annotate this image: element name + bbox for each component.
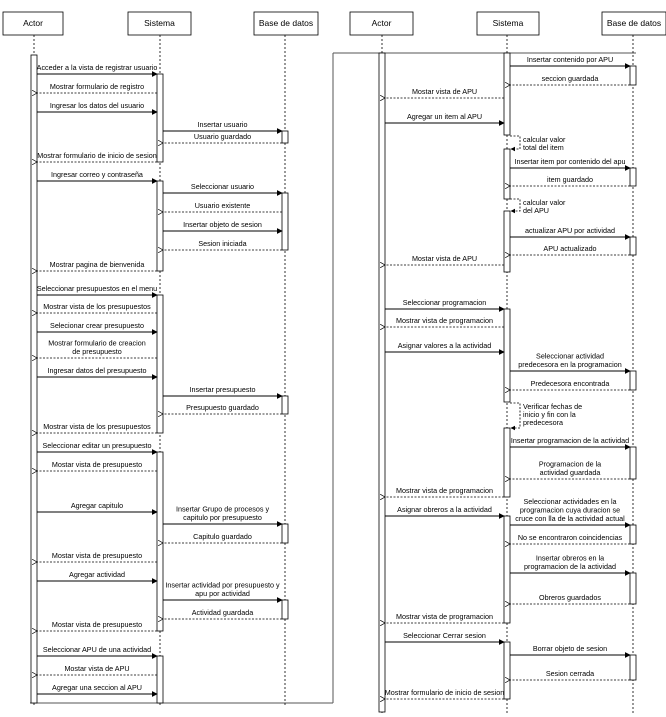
activation-bar-sistema xyxy=(157,74,163,162)
label-line: Mostar vista de presupuesto xyxy=(51,551,143,560)
label-line: Borrar objeto de sesion xyxy=(532,644,608,653)
self-message-arrow xyxy=(510,403,520,428)
label-line: actividad guardada xyxy=(539,468,601,477)
return-message-label xyxy=(52,460,142,469)
return-message-label xyxy=(52,551,142,560)
activation-bar-base-de-datos xyxy=(630,525,636,544)
label-line: Usuario existente xyxy=(194,201,251,210)
label-line: cruce con lla de la actividad actual xyxy=(515,514,625,523)
label-line: Mostar vista de APU xyxy=(64,664,130,673)
label-line: Mostrar formulario de creacion xyxy=(48,338,146,348)
label-line: Seleccionar programacion xyxy=(402,298,487,307)
return-message-label xyxy=(543,244,596,253)
label-line: Insertar item por contenido del apu xyxy=(514,157,626,166)
label-line: Sesion iniciada xyxy=(198,239,247,248)
participant-label-sistema: Sistema xyxy=(492,18,524,28)
label-line: Insertar programacion de la actividad xyxy=(510,436,630,445)
activation-bar-sistema xyxy=(504,149,510,199)
message-label xyxy=(37,63,158,72)
label-line: Ingresar correo y contraseña xyxy=(51,170,143,179)
activation-bar-sistema xyxy=(504,642,510,699)
label-line: de presupuesto xyxy=(72,347,122,356)
label-line: Mostrar formulario de inicio de sesion xyxy=(37,151,157,160)
diagram-1 xyxy=(3,12,318,705)
message-label xyxy=(165,581,280,599)
activation-bar-sistema xyxy=(157,452,163,631)
activation-bar-sistema xyxy=(157,295,163,433)
label-line: Mostrar vista de programacion xyxy=(395,612,494,621)
message-label xyxy=(37,284,157,293)
return-message-label xyxy=(385,688,504,697)
label-line: Seleccionar actividad xyxy=(536,351,604,361)
label-line: Presupuesto guardado xyxy=(186,403,259,412)
activation-bar-sistema xyxy=(504,53,510,135)
label-line: Mostrar formulario de inicio de sesion xyxy=(384,688,505,697)
label-line: predecesora xyxy=(523,418,563,427)
label-line: calcular valor xyxy=(523,135,566,144)
message-label xyxy=(518,352,621,370)
message-label xyxy=(397,505,492,514)
participant-label-actor: Actor xyxy=(371,18,392,28)
return-message-label xyxy=(518,533,623,542)
label-line: calcular valor xyxy=(523,198,566,207)
activation-bar-actor xyxy=(31,55,37,703)
label-line: Seleccionar presupuestos en el menu xyxy=(36,284,158,293)
label-line: Seleccionar Cerrar sesion xyxy=(403,631,486,640)
activation-bar-base-de-datos xyxy=(282,600,288,619)
label-line: item guardado xyxy=(547,175,593,184)
message-label xyxy=(527,55,613,64)
return-message-label xyxy=(531,379,610,388)
return-message-label xyxy=(396,612,493,621)
label-line: inicio y fin con la xyxy=(523,410,576,419)
label-line: Mostar vista de APU xyxy=(411,254,478,263)
message-label xyxy=(183,220,262,229)
label-line: Insertar actividad por presupuesto y xyxy=(165,580,280,590)
label-line: Asignar valores a la actividad xyxy=(397,341,492,350)
label-line: Mostrar vista de los presupuestos xyxy=(43,422,151,431)
activation-bar-base-de-datos xyxy=(630,168,636,186)
label-line: Mostrar vista de programacion xyxy=(395,486,494,495)
return-message-label xyxy=(50,260,145,269)
label-line: Obreros guardados xyxy=(539,593,601,602)
return-message-label xyxy=(43,302,151,311)
label-line: programacion cuya duracion se xyxy=(519,505,621,515)
label-line: Insertar obreros en la xyxy=(535,553,605,563)
return-message-label xyxy=(412,254,477,263)
message-label xyxy=(190,385,256,394)
label-line: Agregar un item al APU xyxy=(406,112,483,121)
label-line: Mostrar vista de programacion xyxy=(395,316,494,325)
label-line: Sesion cerrada xyxy=(545,669,595,678)
activation-bar-sistema xyxy=(504,309,510,402)
return-message-label xyxy=(43,422,151,431)
label-line: Mostrar pagina de bienvenida xyxy=(49,260,145,269)
return-message-label xyxy=(52,620,142,629)
label-line: Agregar actividad xyxy=(69,570,125,579)
message-label xyxy=(50,321,144,330)
message-label xyxy=(51,170,143,179)
message-label xyxy=(407,112,482,121)
participant-label-actor: Actor xyxy=(23,18,43,28)
activation-bar-base-de-datos xyxy=(282,193,288,250)
return-message-label xyxy=(539,593,601,602)
label-line: Ingresar datos del presupuesto xyxy=(47,366,147,375)
label-line: Verificar fechas de xyxy=(523,402,583,411)
return-message-label xyxy=(186,403,259,412)
label-line: Asignar obreros a la actividad xyxy=(397,505,492,514)
return-message-label xyxy=(193,532,252,541)
participant-label-base-de-datos: Base de datos xyxy=(606,18,662,28)
label-line: Agregar una seccion al APU xyxy=(52,683,142,692)
label-line: total del item xyxy=(523,143,564,152)
activation-bar-sistema xyxy=(157,181,163,271)
self-message-label xyxy=(523,198,566,215)
activation-bar-base-de-datos xyxy=(630,371,636,390)
label-line: apu por actividad xyxy=(195,589,250,598)
label-line: Insertar contenido por APU xyxy=(526,55,614,64)
activation-bar-sistema xyxy=(157,656,163,703)
label-line: Selecionar crear presupuesto xyxy=(50,321,144,330)
label-line: Agregar capitulo xyxy=(70,501,124,510)
message-label xyxy=(403,298,487,307)
message-label xyxy=(52,683,142,692)
return-message-label xyxy=(194,132,251,141)
message-label xyxy=(525,226,615,235)
label-line: Predecesora encontrada xyxy=(530,379,610,388)
label-line: predecesora en la programacion xyxy=(518,360,622,369)
label-line: Mostrar vista de los presupuestos xyxy=(43,302,151,311)
label-line: Insertar presupuesto xyxy=(189,385,256,394)
message-label xyxy=(50,101,144,110)
activation-bar-sistema xyxy=(504,516,510,623)
return-message-label xyxy=(546,669,594,678)
message-label xyxy=(403,631,486,640)
return-message-label xyxy=(542,74,599,83)
label-line: capitulo por presupuesto xyxy=(183,513,262,522)
message-label xyxy=(191,182,254,191)
message-label xyxy=(511,436,629,445)
label-line: Seleccionar APU de una actividad xyxy=(42,645,152,654)
return-message-label xyxy=(547,175,593,184)
return-message-label xyxy=(195,201,251,210)
message-label xyxy=(533,644,607,653)
label-line: Seleccionar usuario xyxy=(190,182,255,191)
label-line: Mostrar formulario de registro xyxy=(49,82,145,91)
return-message-label xyxy=(412,87,477,96)
label-line: Usuario guardado xyxy=(193,132,252,141)
message-label xyxy=(176,505,269,523)
diagram-2 xyxy=(350,12,666,714)
label-line: Insertar objeto de sesion xyxy=(183,220,262,229)
activation-bar-sistema xyxy=(504,211,510,272)
message-label xyxy=(524,554,616,572)
label-line: Insertar usuario xyxy=(197,120,248,129)
return-message-label xyxy=(539,460,601,478)
return-message-label xyxy=(396,486,493,495)
message-label xyxy=(514,157,625,166)
activation-bar-base-de-datos xyxy=(630,573,636,604)
return-message-label xyxy=(48,339,145,357)
message-label xyxy=(515,497,625,523)
message-label xyxy=(47,366,146,375)
message-label xyxy=(43,645,151,654)
label-line: actualizar APU por actividad xyxy=(525,226,615,235)
label-line: Mostar vista de APU xyxy=(411,87,478,96)
return-message-label xyxy=(37,151,156,160)
label-line: Seleccionar actividades en la xyxy=(523,497,617,506)
return-message-label xyxy=(192,608,254,617)
label-line: Acceder a la vista de registrar usuario xyxy=(36,63,158,72)
label-line: Programacion de la xyxy=(538,459,602,469)
label-line: Seleccionar editar un presupuesto xyxy=(42,441,152,450)
return-message-label xyxy=(50,82,144,91)
label-line: No se encontraron coincidencias xyxy=(517,533,623,542)
activation-bar-base-de-datos xyxy=(282,396,288,414)
label-line: Ingresar los datos del usuario xyxy=(49,101,145,110)
activation-bar-base-de-datos xyxy=(630,655,636,680)
return-message-label xyxy=(64,664,129,673)
diagram-layer xyxy=(3,12,666,714)
message-label xyxy=(71,501,123,510)
label-line: Mostar vista de presupuesto xyxy=(51,460,143,469)
return-message-label xyxy=(198,239,246,248)
message-label xyxy=(398,341,492,350)
activation-bar-base-de-datos xyxy=(282,131,288,143)
participant-label-sistema: Sistema xyxy=(144,18,175,28)
label-line: Actividad guardada xyxy=(191,608,254,617)
participant-label-base-de-datos: Base de datos xyxy=(258,18,314,28)
self-message-label xyxy=(523,135,566,152)
label-line: Capitulo guardado xyxy=(193,532,252,541)
message-label xyxy=(42,441,151,450)
activation-bar-sistema xyxy=(504,428,510,497)
label-line: seccion guardada xyxy=(541,74,599,83)
activation-bar-actor xyxy=(379,53,385,712)
label-line: Insertar Grupo de procesos y xyxy=(175,504,270,514)
label-line: Mostar vista de presupuesto xyxy=(51,620,143,629)
activation-bar-base-de-datos xyxy=(630,66,636,85)
activation-bar-base-de-datos xyxy=(630,237,636,255)
label-line: programacion de la actividad xyxy=(524,562,616,571)
message-label xyxy=(69,570,125,579)
activation-bar-base-de-datos xyxy=(630,447,636,479)
message-label xyxy=(198,120,248,129)
label-line: del APU xyxy=(523,206,549,215)
self-message-arrow xyxy=(510,199,520,211)
return-message-label xyxy=(396,316,493,325)
activation-bar-base-de-datos xyxy=(282,524,288,543)
label-line: APU actualizado xyxy=(543,244,597,253)
self-message-arrow xyxy=(510,136,520,149)
self-message-label xyxy=(523,402,582,427)
